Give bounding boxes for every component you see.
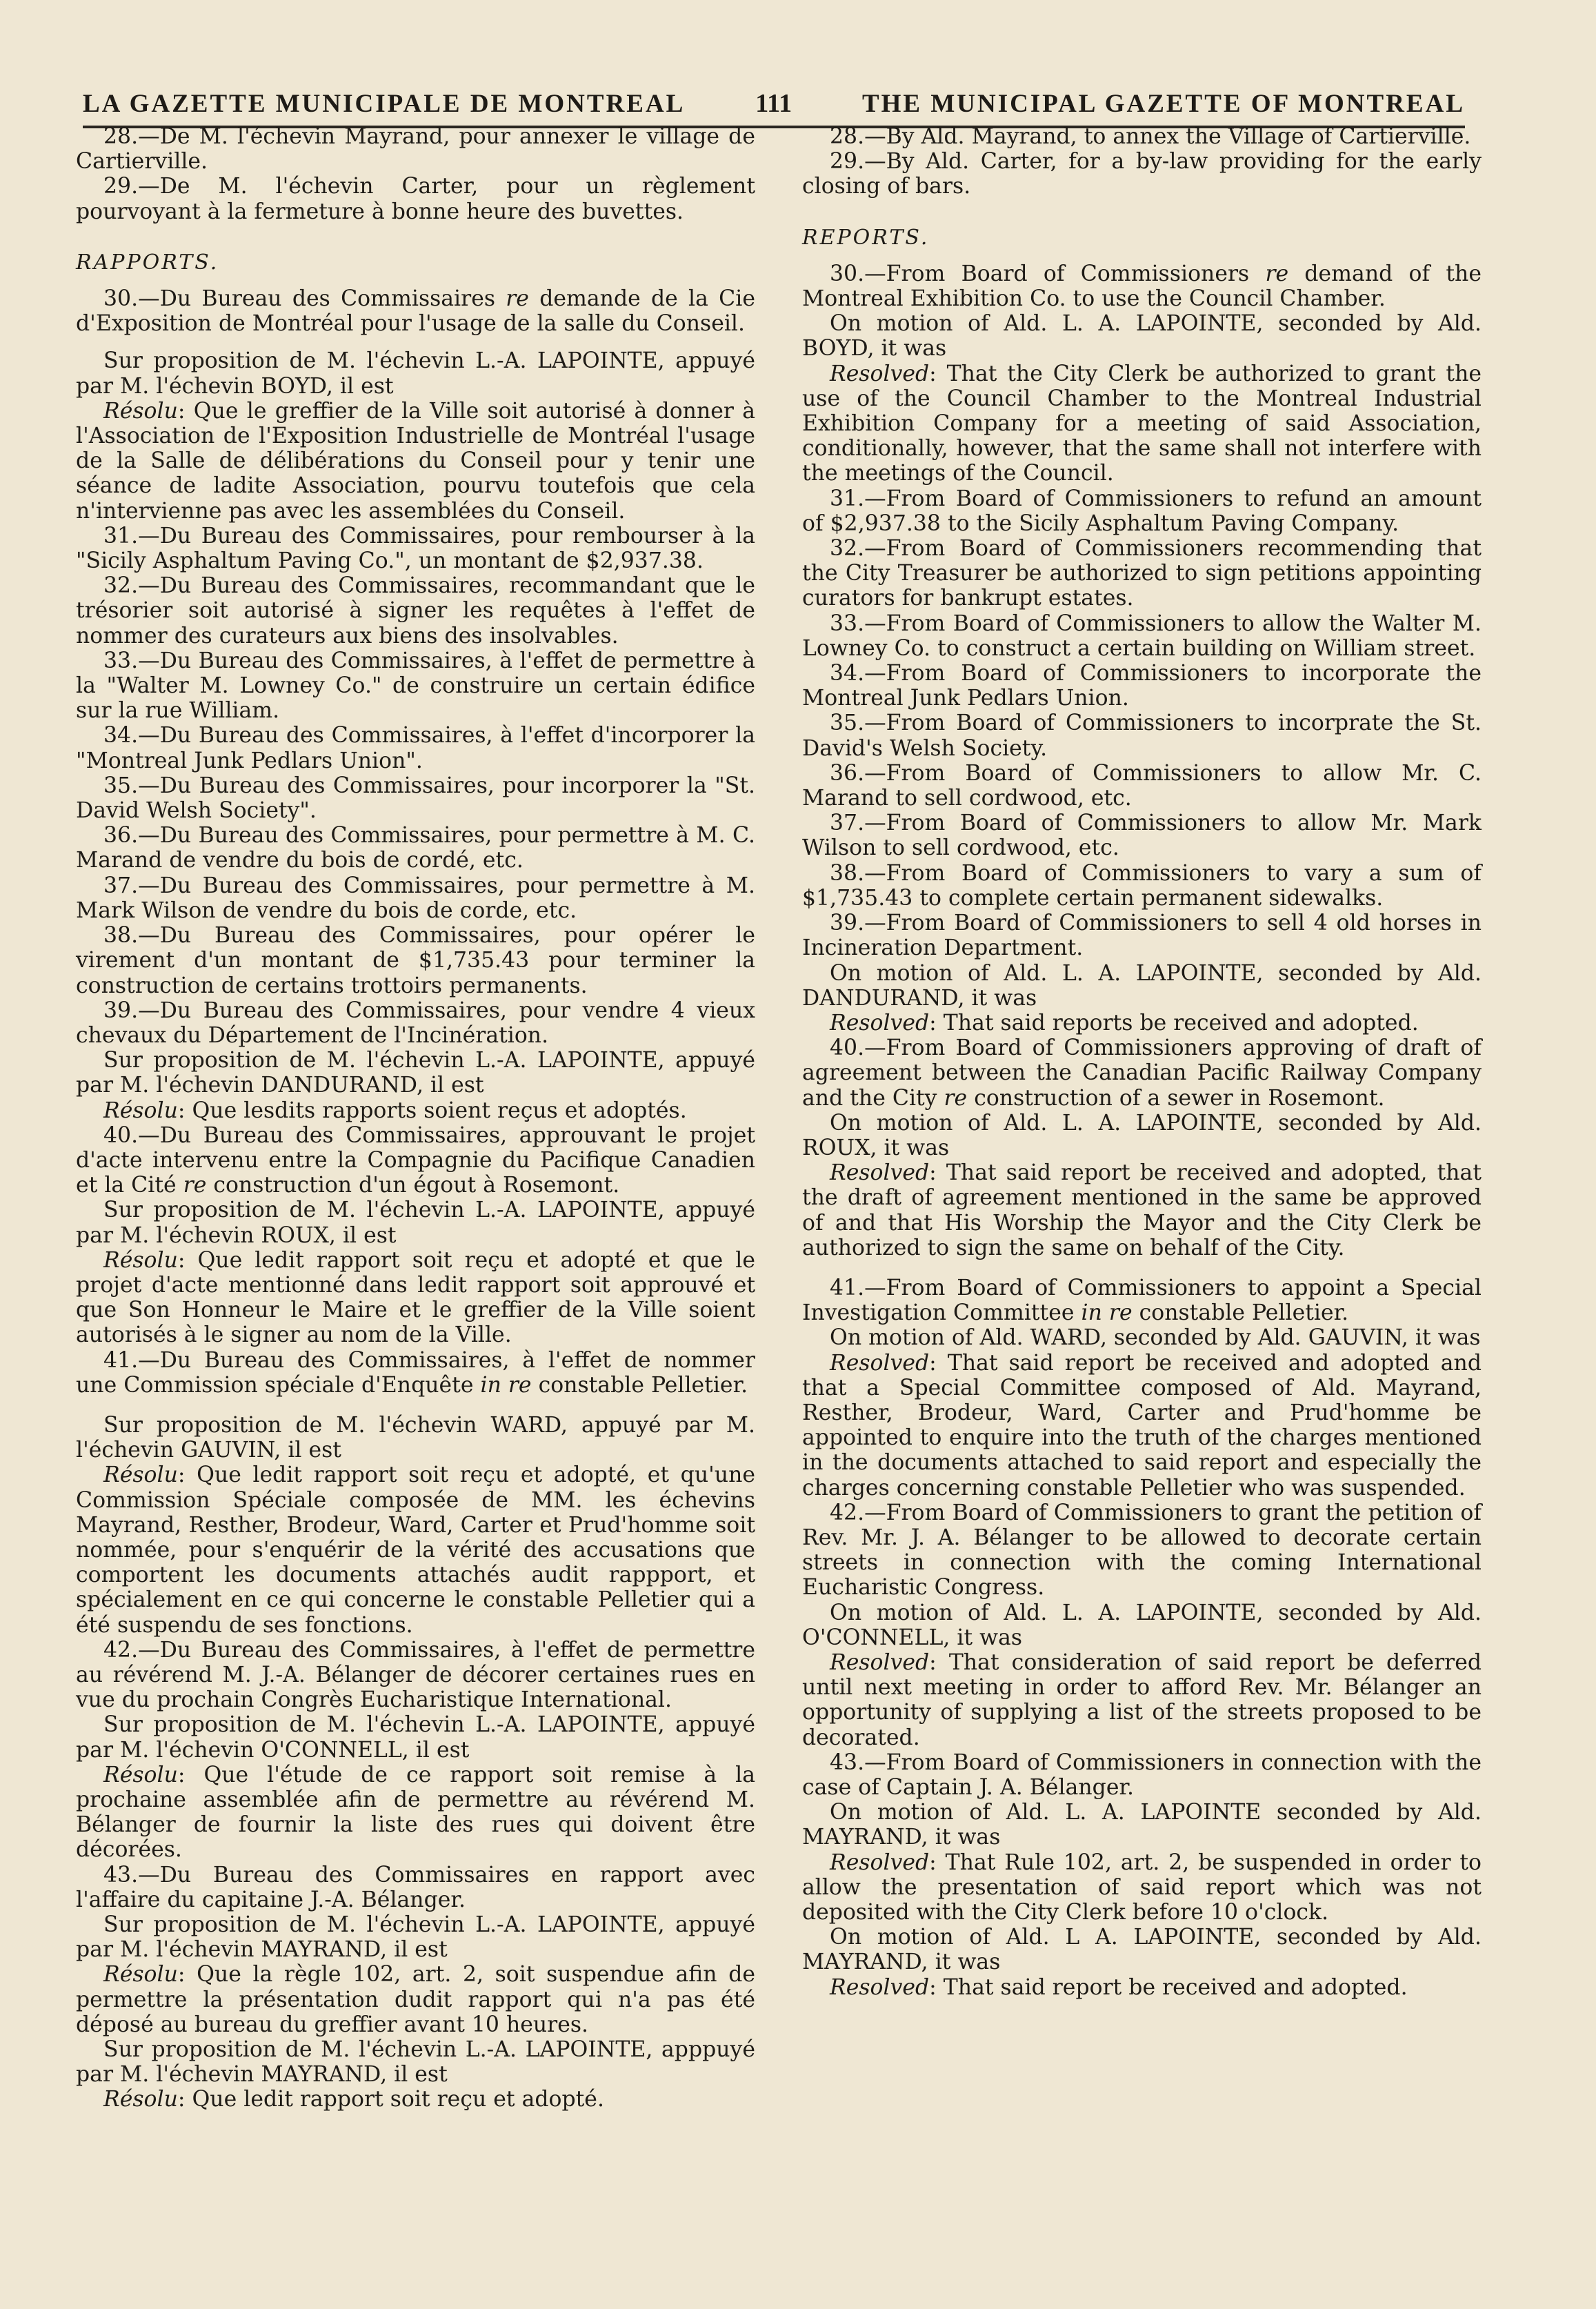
item-41-resolution: Resolved: That said report be received and adopted and that a Special Committee composed of Ald. Mayrand, Resther, Brodeur, Ward, Carter and Prud'homme be appointed to enquire into the truth of the charges mentioned in the documents attached to said report and especially the charges concerning constable Pelletier who was suspended. [802,1350,1482,1500]
item-37: 37.—From Board of Commissioners to allow Mr. Mark Wilson to sell cordwood, etc. [802,811,1482,861]
item-41: 41.—From Board of Commissioners to appoint a Special Investigation Committee in re constable Pelletier. [802,1275,1482,1326]
item-42: 42.—From Board of Commissioners to grant the petition of Rev. Mr. J. A. Bélanger to be allowed to decorate certain streets in connection with the coming International Eucharistic Congress. [802,1500,1482,1601]
item-39: 39.—Du Bureau des Commissaires, pour vendre 4 vieux chevaux du Département de l'Incinération. [76,998,755,1048]
section-heading: RAPPORTS. [76,250,219,275]
item-42-resolution: Résolu: Que l'étude de ce rapport soit remise à la prochaine assemblée afin de permettre au révérend M. Bélanger de fournir la liste des rues qui doivent être décorées. [76,1762,755,1863]
item-33: 33.—Du Bureau des Commissaires, à l'effet de permettre à la "Walter M. Lowney Co." de construire un certain édifice sur la rue William. [76,648,755,724]
item-33: 33.—From Board of Commissioners to allow the Walter M. Lowney Co. to construct a certain building on William street. [802,611,1482,661]
item-43-motion: On motion of Ald. L. A. LAPOINTE seconded by Ald. MAYRAND, it was [802,1800,1482,1850]
item-36: 36.—From Board of Commissioners to allow Mr. C. Marand to sell cordwood, etc. [802,760,1482,811]
item-39-resolution: Resolved: That said reports be received and adopted. [830,1010,1419,1035]
item-38: 38.—Du Bureau des Commissaires, pour opérer le virement d'un montant de $1,735.43 pour terminer la construction de certains trottoirs permanents. [76,923,755,998]
item-40: 40.—Du Bureau des Commissaires, approuvant le projet d'acte intervenu entre la Compagnie du Pacifique Canadien et la Cité re construction d'un égout à Rosemont. [76,1122,755,1198]
section-heading: REPORTS. [802,225,930,250]
item-37: 37.—Du Bureau des Commissaires, pour permettre à M. Mark Wilson de vendre du bois de corde, etc. [76,873,755,923]
item-40-resolution: Résolu: Que ledit rapport soit reçu et adopté et que le projet d'acte mentionné dans ledit rapport soit approuvé et que Son Honneur le Maire et le greffier de la Ville soient autorisés à le signer au nom de la Ville. [76,1247,755,1348]
item-36: 36.—Du Bureau des Commissaires, pour permettre à M. C. Marand de vendre du bois de cordé, etc. [76,823,755,873]
item-29: 29.—De M. l'échevin Carter, pour un règlement pourvoyant à la fermeture à bonne heure des buvettes. [76,174,755,224]
item-34: 34.—From Board of Commissioners to incorporate the Montreal Junk Pedlars Union. [802,661,1482,711]
header-title-fr: LA GAZETTE MUNICIPALE DE MONTREAL [83,90,686,118]
page-number: 111 [755,89,792,118]
item-30: 30.—Du Bureau des Commissaires re demande de la Cie d'Exposition de Montréal pour l'usage de la salle du Conseil. [76,286,755,337]
item-30-resolution: Resolved: That the City Clerk be authorized to grant the use of the Council Chamber to the Montreal Industrial Exhibition Company for a meeting of said Association, conditionally, however, that the same shall not interfere with the meetings of the Council. [802,361,1482,486]
item-43-resolution-2: Resolved: That said report be received and adopted. [830,1974,1408,2000]
item-39-motion: On motion of Ald. L. A. LAPOINTE, seconded by Ald. DANDURAND, it was [802,960,1482,1011]
item-39-motion: Sur proposition de M. l'échevin L.-A. LAPOINTE, appuyé par M. l'échevin DANDURAND, il est [76,1048,755,1098]
item-41-motion: Sur proposition de M. l'échevin WARD, appuyé par M. l'échevin GAUVIN, il est [76,1412,755,1463]
item-43-resolution-2: Résolu: Que ledit rapport soit reçu et adopté. [103,2087,604,2112]
item-32: 32.—From Board of Commissioners recommending that the City Treasurer be authorized to sign petitions appointing curators for bankrupt estates. [802,536,1482,611]
item-42-motion: Sur proposition de M. l'échevin L.-A. LAPOINTE, appuyé par M. l'échevin O'CONNELL, il est [76,1712,755,1763]
item-43-motion-2: Sur proposition de M. l'échevin L.-A. LAPOINTE, apppuyé par M. l'échevin MAYRAND, il est [76,2037,755,2088]
item-42-motion: On motion of Ald. L. A. LAPOINTE, seconded by Ald. O'CONNELL, it was [802,1600,1482,1650]
item-41-motion: On motion of Ald. WARD, seconded by Ald. GAUVIN, it was [830,1325,1481,1351]
item-39: 39.—From Board of Commissioners to sell 4 old horses in Incineration Department. [802,911,1482,961]
item-31: 31.—Du Bureau des Commissaires, pour rembourser à la "Sicily Asphaltum Paving Co.", un montant de $2,937.38. [76,523,755,574]
page-header [83,43,1465,128]
item-42: 42.—Du Bureau des Commissaires, à l'effet de permettre au révérend M. J.-A. Bélanger de décorer certaines rues en vue du prochain Congrès Eucharistique International. [76,1637,755,1713]
item-41-resolution: Résolu: Que ledit rapport soit reçu et adopté, et qu'une Commission Spéciale composée de MM. les échevins Mayrand, Resther, Brodeur, Ward, Carter et Prud'homme soit nommée, pour s'enquérir de la vérité des accusations que comportent les documents attachés audit rappport, et spécialement en ce qui concerne le constable Pelletier qui a été suspendu de ses fonctions. [76,1463,755,1638]
item-29: 29.—By Ald. Carter, for a by-law providing for the early closing of bars. [802,149,1482,199]
item-35: 35.—From Board of Commissioners to incorprate the St. David's Welsh Society. [802,711,1482,761]
item-30-motion: Sur proposition de M. l'échevin L.-A. LAPOINTE, appuyé par M. l'échevin BOYD, il est [76,348,755,399]
item-35: 35.—Du Bureau des Commissaires, pour incorporer la "St. David Welsh Society". [76,773,755,824]
french-column [76,124,755,2112]
item-28: 28.—By Ald. Mayrand, to annex the Village of Cartierville. [830,124,1471,149]
item-43-motion: Sur proposition de M. l'échevin L.-A. LAPOINTE, appuyé par M. l'échevin MAYRAND, il est [76,1912,755,1963]
item-43-resolution: Resolved: That Rule 102, art. 2, be suspended in order to allow the presentation of said report which was not deposited with the City Clerk before 10 o'clock. [802,1850,1482,1925]
item-31: 31.—From Board of Commissioners to refund an amount of $2,937.38 to the Sicily Asphaltum Paving Company. [802,486,1482,536]
item-43-motion-2: On motion of Ald. L A. LAPOINTE, seconded by Ald. MAYRAND, it was [802,1925,1482,1975]
item-43: 43.—Du Bureau des Commissaires en rapport avec l'affaire du capitaine J.-A. Bélanger. [76,1862,755,1912]
header-title-en: THE MUNICIPAL GAZETTE OF MONTREAL [861,90,1465,118]
item-40: 40.—From Board of Commissioners approving of draft of agreement between the Canadian Pacific Railway Company and the City re construction of a sewer in Rosemont. [802,1035,1482,1111]
item-40-motion: Sur proposition de M. l'échevin L.-A. LAPOINTE, appuyé par M. l'échevin ROUX, il est [76,1198,755,1248]
item-43-resolution: Résolu: Que la règle 102, art. 2, soit suspendue afin de permettre la présentation dudit rapport qui n'a pas été déposé au bureau du greffier avant 10 heures. [76,1962,755,2037]
item-38: 38.—From Board of Commissioners to vary a sum of $1,735.43 to complete certain permanent sidewalks. [802,860,1482,911]
item-39-resolution: Résolu: Que lesdits rapports soient reçus et adoptés. [103,1098,687,1123]
item-42-resolution: Resolved: That consideration of said report be deferred until next meeting in order to afford Rev. Mr. Bélanger an opportunity of supplying a list of the streets proposed to be decorated. [802,1649,1482,1750]
item-40-resolution: Resolved: That said report be received and adopted, that the draft of agreement mentioned in the same be approved of and that His Worship the Mayor and the City Clerk be authorized to sign the same on behalf of the City. [802,1160,1482,1260]
item-40-motion: On motion of Ald. L. A. LAPOINTE, seconded by Ald. ROUX, it was [802,1110,1482,1160]
item-28: 28.—De M. l'échevin Mayrand, pour annexer le village de Cartierville. [76,124,755,175]
item-30-resolution: Résolu: Que le greffier de la Ville soit autorisé à donner à l'Association de l'Exposition Industrielle de Montréal l'usage de la Salle de délibérations du Conseil pour y tenir une séance de ladite Association, pourvu toutefois que cela n'intervienne pas avec les assemblées du Conseil. [76,398,755,524]
item-32: 32.—Du Bureau des Commissaires, recommandant que le trésorier soit autorisé à signer les requêtes à l'effet de nommer des curateurs aux biens des insolvables. [76,573,755,648]
item-43: 43.—From Board of Commissioners in connection with the case of Captain J. A. Bélanger. [802,1750,1482,1800]
item-34: 34.—Du Bureau des Commissaires, à l'effet d'incorporer la "Montreal Junk Pedlars Union". [76,723,755,773]
item-30-motion: On motion of Ald. L. A. LAPOINTE, seconded by Ald. BOYD, it was [802,311,1482,361]
item-41: 41.—Du Bureau des Commissaires, à l'effet de nommer une Commission spéciale d'Enquête in re constable Pelletier. [76,1347,755,1398]
item-30: 30.—From Board of Commissioners re demand of the Montreal Exhibition Co. to use the Council Chamber. [802,261,1482,312]
english-column [802,124,1482,2000]
